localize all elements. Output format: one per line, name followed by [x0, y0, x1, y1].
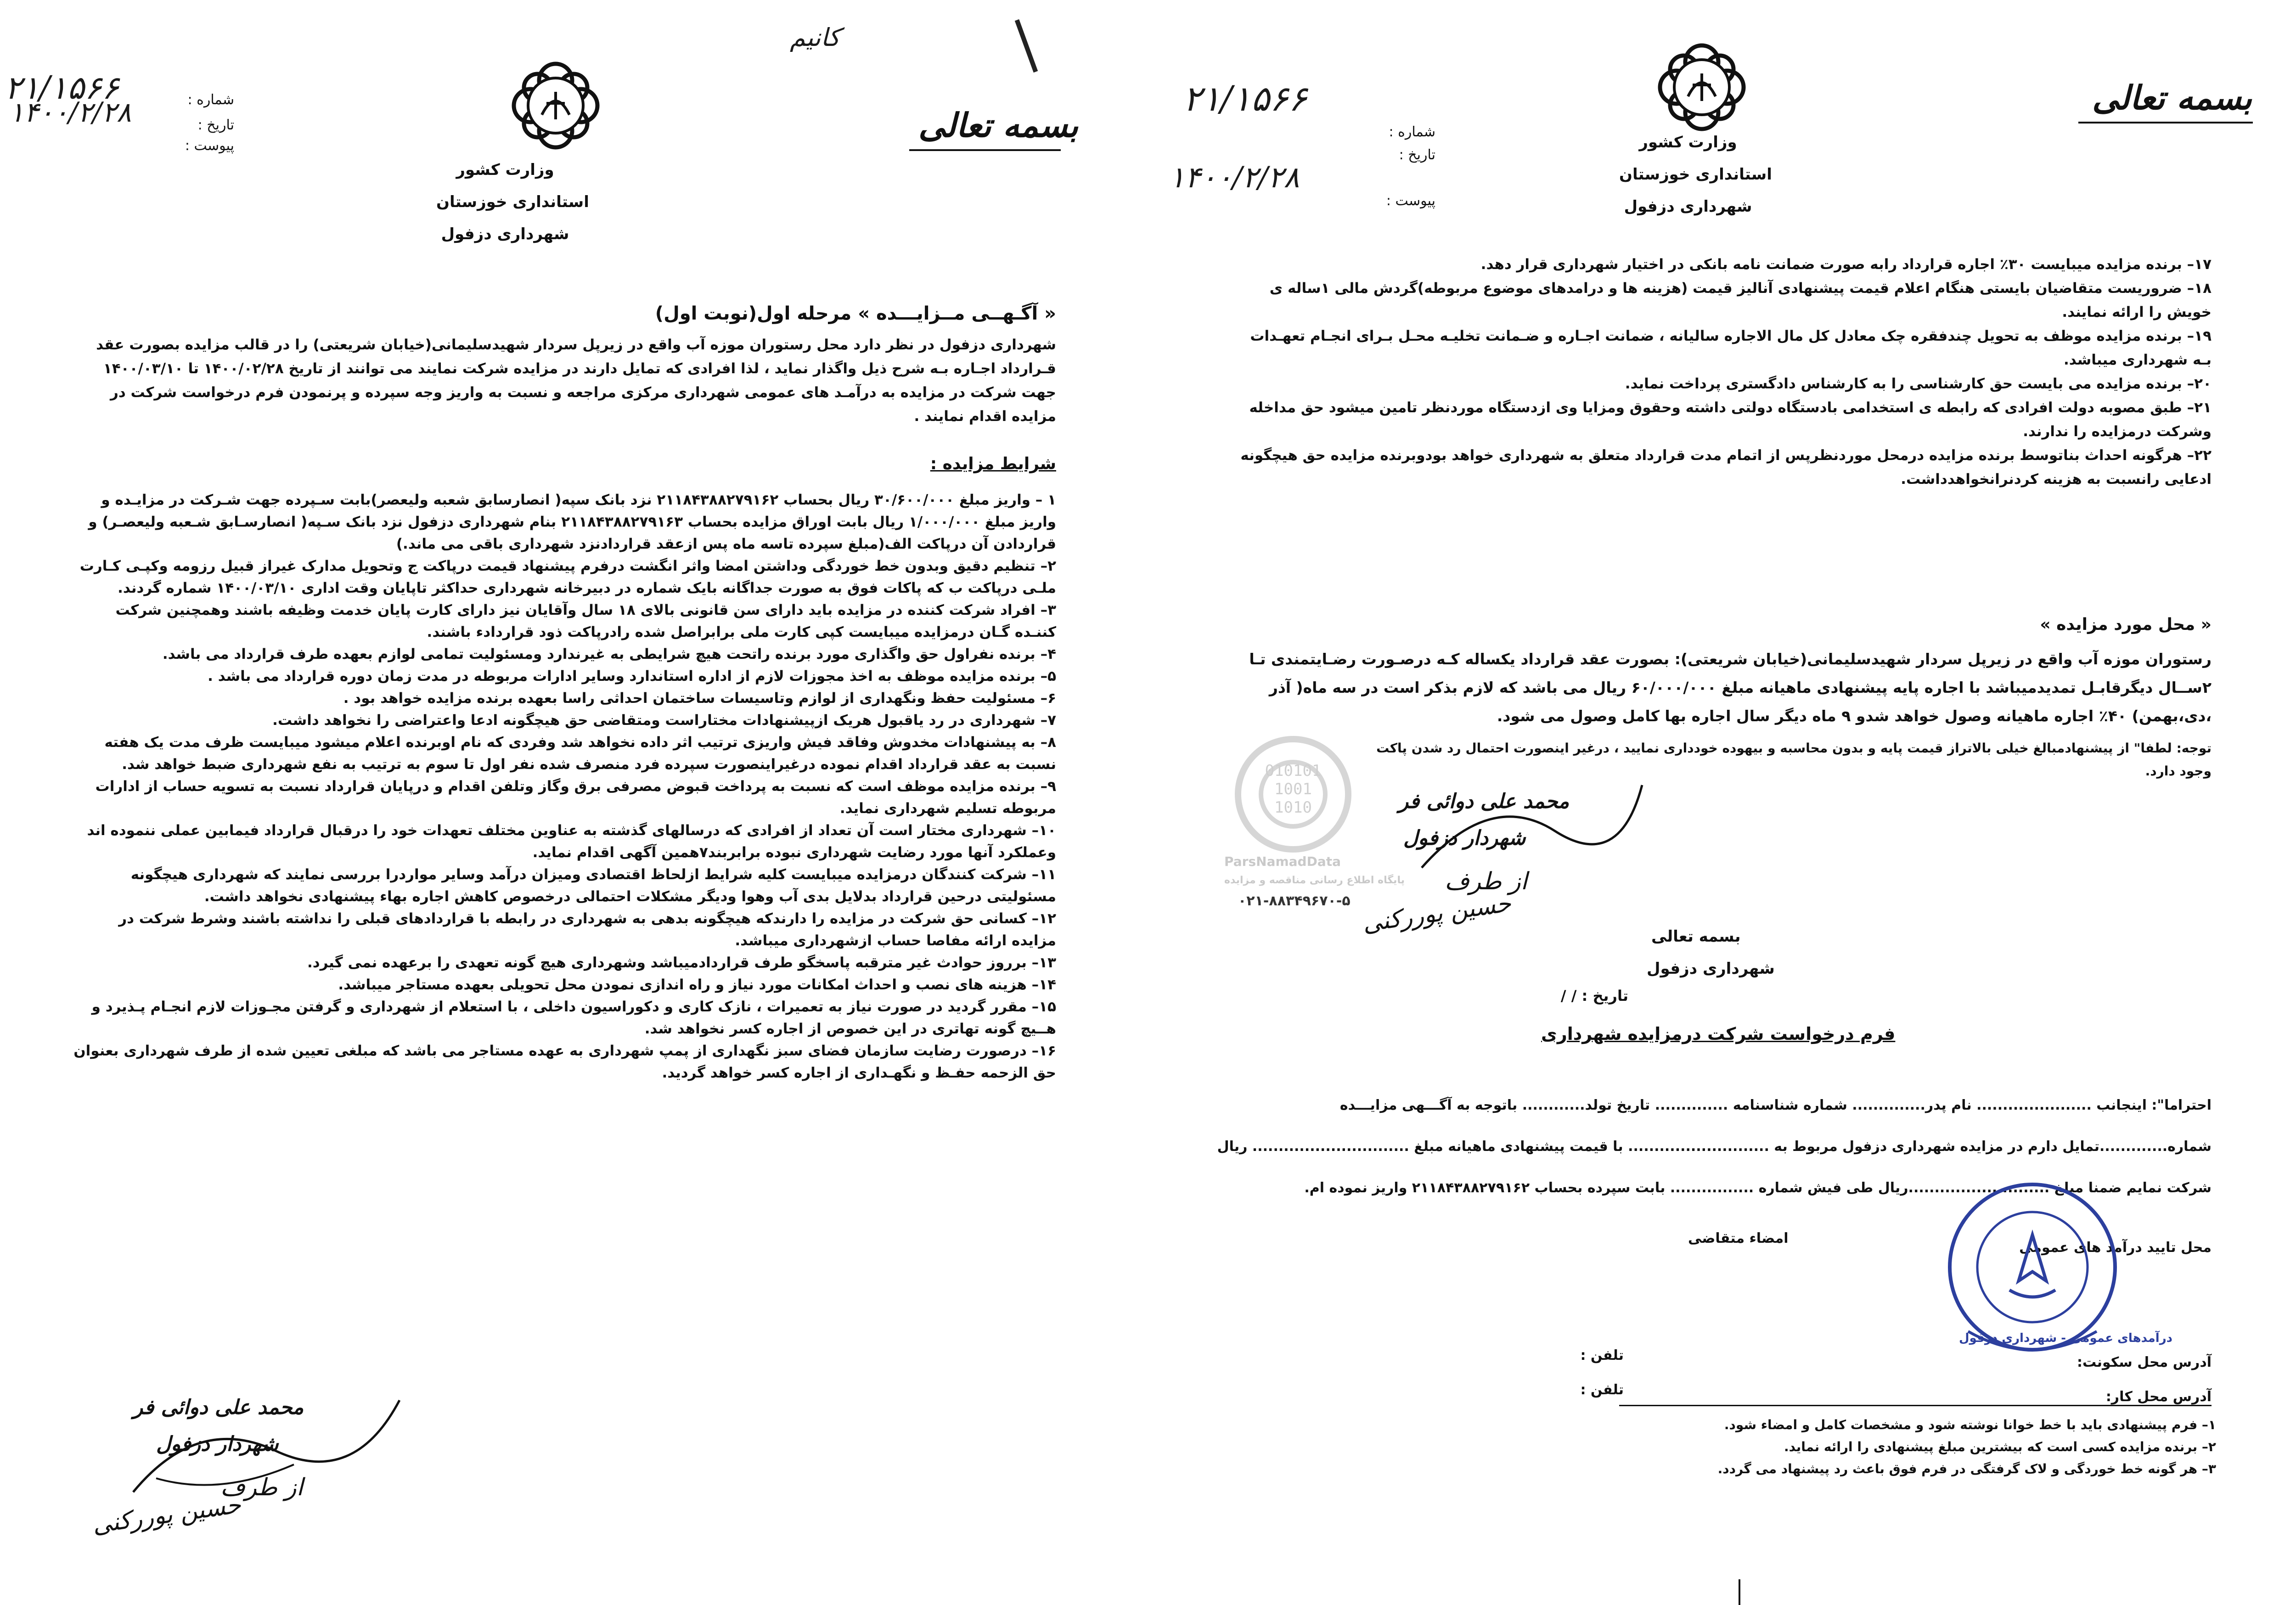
form-bid-line[interactable]: شماره.............تمایل دارم در مزایده شهرداری دزفول مربوط به ........................... با قیمت پیشنهادی ماهیانه مبلغ .............................. ریال: [1217, 1139, 2212, 1155]
condition-item: ۵– برنده مزایده موظف به اخذ مجوزات لازم از اداره استاندارد وسایر ادارات مربوطه در مدت زمان دوره قرارداد می باشد .: [208, 668, 1056, 685]
notice-title: « آگـهــی مــزایـــده » مرحله اول(نوبت اول): [655, 303, 1056, 324]
condition-item: ۲۰– برنده مزایده می بایست حق کارشناسی را به کارشناس دادگستری پرداخت نماید.: [1625, 376, 2212, 392]
date-label: تاریخ :: [1399, 147, 1435, 163]
condition-item: ۸– به پیشنهادات مخدوش وفاقد فیش واریزی ترتیب اثر داده نخواهد شد وفردی که نام اوبرنده اعلام میشود میبایست ظرف مدت یک هفته نسبت به عقد قرارداد اقدام نموده درغیراینصورت سپرده فرد منصرف شده نفر اول تا سوم به ترتیب به نفع شهرداری ضبط خواهد شد.: [104, 734, 1056, 773]
header-municipality: شهرداری دزفول: [441, 225, 569, 243]
handwritten-stroke: [1015, 19, 1038, 73]
watermark-brand: ParsNamadData: [1224, 854, 1341, 869]
condition-item: ۱۶– درصورت رضایت سازمان فضای سبز نگهداری از پمپ شهرداری به عهده مستاجر می باشد که مبلغی تعیین شده از طرف شهرداری بعنوان حق الزحمه حفـظ و نگهـداری از اجاره کسر خواهد گردید.: [73, 1043, 1056, 1081]
location-title: « محل مورد مزایده »: [2040, 615, 2212, 634]
condition-item: ۱۲– کسانی حق شرکت در مزایده را دارندکه هیچگونه بدهی به شهرداری در رابطه با قراردادهای قبلی را نداشته باشند وشرط شرکت در مزایده ارائه مفاصا حساب ازشهرداری میباشد.: [118, 910, 1056, 949]
form-title: فرم درخواست شرکت درمزایده شهرداری: [1541, 1024, 1896, 1044]
form-applicant-line[interactable]: احتراما": اینجانب ...................... نام پدر.............. شماره شناسنامه .............. تاریخ تولد............ باتوجه به آگـــهی مزایـــده: [1339, 1097, 2212, 1113]
signature-title: شهردار دزفول: [1403, 826, 1526, 850]
svg-text:1001: 1001: [1274, 780, 1312, 798]
form-deposit-line[interactable]: شرکت نمایم ضمنا مبلغ ...........................ریال طی فیش شماره ................ بابت سپرده بحساب ۲۱۱۸۴۳۸۸۲۷۹۱۶۲ واریز نموده ام.: [1304, 1180, 2212, 1196]
condition-item: ۲– تنظیم دقیق وبدون خط خوردگی وداشتن امضا واثر انگشت درفرم پیشنهاد قیمت درپاکت ج وتحویل مدارک غیراز قبیل رزومه وکپـی کـارت ملـی درپاکت ب که پاکات فوق به صورت جداگانه بایک شماره در دبیرخانه شهرداری حداکثر تاپایان وقت اداری ۱۴۰۰/۰۳/۱۰ شماره گردند.: [79, 558, 1056, 596]
municipality-logo-icon: [510, 60, 602, 152]
signature-scribble-name: حسین پوررکنی: [1361, 889, 1513, 938]
condition-item: ۶– مسئولیت حفظ ونگهداری از لوازم وتاسیسات ساختمان احداثی راسا بعهده برنده مزایده خواهد بود .: [343, 690, 1056, 707]
notice-intro: شهرداری دزفول در نظر دارد محل رستوران موزه آب واقع در زیرپل سردار شهیدسلیمانی(خیابان شریعتی) را در قالب مزایده بصورت عقد قـرارداد اجـاره بـه شرح ذیل واگذار نماید ، لذا افرادی که تمایل دارند در مزایده شرکت نمایند می توانند از تاریخ ۱۴۰۰/۰۲/۲۸ تا ۱۴۰۰/۰۳/۱۰ جهت شرکت در مزایده به درآمـد های عمومی شهرداری مرکزی مراجعه و نسبت به واریز وجه سپرده و پرنمودن فرم درخواست شرکت در مزایده اقدام نمایند .: [96, 337, 1056, 425]
watermark-phone: ۰۲۱-۸۸۳۴۹۶۷۰-۵: [1238, 893, 1351, 909]
location-description: رستوران موزه آب واقع در زیرپل سردار شهیدسلیمانی(خیابان شریعتی): بصورت عقد قرارداد یکساله کـه درصـورت رضـایتمندی تـا ۲ســال دیگرقابـل تمدیدمیباشد با اجاره پایه پیشنهادی ماهیانه مبلغ ۶۰/۰۰۰/۰۰۰ ریال می باشد که لازم بذکر است در سه ماه( آذر ،دی،بهمن) ۴۰٪ اجاره ماهیانه وصول خواهد شدو ۹ ماه دیگر سال اجاره بها کامل وصول می شود.: [1249, 650, 2212, 725]
form-note-item: ۲– برنده مزایده کسی است که بیشترین مبلغ پیشنهادی را ارائه نماید.: [1784, 1439, 2216, 1454]
right-page: [1160, 0, 2296, 1605]
signature-scribble-on-behalf: از طرف: [1445, 868, 1528, 895]
conditions-title: شرایط مزایده :: [930, 455, 1056, 473]
phone-work-label[interactable]: تلفن :: [1580, 1382, 1624, 1398]
condition-item: ۱۴– هزینه های نصب و احداث امکانات مورد نیاز و راه اندازی نمودن محل تحویلی بعهده مستاجر میباشد.: [338, 976, 1056, 993]
address-divider: [1619, 1405, 2212, 1406]
form-organization: شهرداری دزفول: [1647, 960, 1775, 978]
form-note-item: ۱– فرم پیشنهادی باید با خط خوانا نوشته شود و مشخصات کامل و امضاء شود.: [1724, 1417, 2216, 1432]
form-note-item: ۳– هر گونه خط خوردگی و لاک گرفتگی در فرم فوق باعث رد پیشنهاد می گردد.: [1717, 1461, 2216, 1476]
date-value: ۱۴۰۰/۲/۲۸: [9, 96, 132, 129]
besm-underline: [909, 149, 1061, 151]
condition-item: ۱۵– مقرر گردید در صورت نیاز به تعمیرات ، نازک کاری و دکوراسیون داخلی ، با استعلام از شهرداری و گرفتن مجـوزات لازم انجـام پـذیرد و هــیچ گونه تهاتری در این خصوص از اجاره کسر نخواهد شد.: [91, 999, 1056, 1037]
form-office-confirmation: محل تایید درآمد های عمومی: [2019, 1240, 2212, 1256]
signature-flourish-icon: [129, 1386, 404, 1506]
condition-item: ۳– افراد شرکت کننده در مزایده باید دارای سن قانونی بالای ۱۸ سال وآقایان نیز دارای کارت پایان خدمت وظیفه باشند وهمچنین شرکت کننـده گـان درمزایده میبایست کپی کارت ملی برابراصل شده رادرپاکت ذود قراردادء باشند.: [115, 602, 1056, 640]
letter-number-value: ۲۱/۱۵۶۶: [5, 69, 119, 107]
form-besm: بسمه تعالی: [1651, 927, 1741, 946]
attachment-label: پیوست :: [185, 138, 234, 154]
condition-item: ۱۱– شرکت کنندگان درمزایده میبایست کلیه شرایط ازلحاظ اقتصادی ومیزان درآمد وسایر مواردرا بررسی نمایند که شهرداری هیچگونه مسئولیتی درحین قرارداد بدلایل بدی آب وهوا ودیگر مشکلات احتمالی درخصوص کاهش اجاره بهاء پیشنهادی نخواهد داشت.: [130, 866, 1056, 905]
form-notes: [1481, 1414, 2216, 1480]
phone-home-label[interactable]: تلفن :: [1580, 1347, 1624, 1364]
scan-edge-mark: [1739, 1579, 1740, 1605]
signature-name: محمد علی دوائی فر: [1399, 790, 1570, 813]
condition-item: ۷– شهرداری در رد یاقبول هریک ازپیشنهادات مختاراست ومتقاضی حق هیچگونه ادعا واعتراضی را نخواهد داشت.: [272, 712, 1056, 729]
continued-conditions: [1238, 253, 2212, 491]
signature-scribble-name: حسین پوررکنی: [90, 1491, 243, 1539]
svg-text:1010: 1010: [1274, 798, 1312, 817]
condition-item: ۱۸– ضروریست متقاضیان بایستی هنگام اعلام قیمت پیشنهادی آنالیز قیمت (هزینه ها و درامدهای موضوع مربوطه)گردش مالی ۱ساله ی خویش را ارائه نمایند.: [1269, 280, 2212, 320]
conditions-list: [73, 489, 1056, 1084]
stamp-text: درآمدهای عمومی - شهرداری دزفول: [1959, 1331, 2173, 1345]
letter-number-label: شماره :: [187, 92, 234, 108]
form-applicant-signature[interactable]: امضاء متقاضی: [1688, 1230, 1789, 1246]
header-governorate: استانداری خوزستان: [436, 193, 589, 211]
corner-handwritten-mark: کانیم: [790, 23, 840, 52]
municipality-logo-icon: [1656, 41, 1748, 133]
besm-underline: [2078, 122, 2253, 123]
date-label: تاریخ :: [197, 117, 234, 133]
watermark-logo-icon: [1224, 725, 1362, 863]
header-governorate: استانداری خوزستان: [1619, 165, 1772, 184]
svg-text:010101: 010101: [1265, 762, 1322, 780]
condition-item: ۲۲– هرگونه احداث بناتوسط برنده مزایده درمحل موردنظرپس از اتمام مدت قرارداد متعلق به شهرداری خواهد بودوبرنده مزایده حق هیچگونه ادعایی رانسبت به هزینه کردنرانخواهدداشت.: [1240, 447, 2212, 488]
condition-item: ۴– برنده نفراول حق واگذاری مورد برنده راتحت هیچ شرایطی به غیرندارد ومسئولیت تمامی لوازم بعهده طرف قرارداد می باشد.: [162, 646, 1056, 662]
signature-title: شهردار دزفول: [156, 1432, 279, 1456]
condition-item: ۹– برنده مزایده موظف است که نسبت به پرداخت قبوض مصرفی برق وگاز وتلفن اقدام و درپایان قرارداد نسبت به تسویه حساب از ادارات مربوطه تسلیم شهرداری نماید.: [95, 778, 1056, 817]
letter-number-value: ۲۱/۱۵۶۶: [1183, 78, 1307, 119]
condition-item: ۱۹– برنده مزایده موظف به تحویل چندفقره چک معادل کل مال الاجاره سالیانه ، ضمانت اجـاره و ضـمانت تخلیـه محـل بـرای انجـام تعهـدات بـه شهرداری میباشد.: [1250, 328, 2212, 368]
signature-scribble-on-behalf: از طرف: [220, 1474, 304, 1501]
condition-item: ۱ – واریز مبلغ ۳۰/۶۰۰/۰۰۰ ریال بحساب ۲۱۱۸۴۳۸۸۲۷۹۱۶۲ نزد بانک سپه( انصارسابق شعبه ولیعصر)بابت سـپرده جهت شـرکت در مزایـده و واریز مبلغ ۱/۰۰۰/۰۰۰ ریال بابت اوراق مزایده بحساب ۲۱۱۸۴۳۸۸۲۷۹۱۶۳ بنام شهرداری دزفول نزد بانک سـپه( انصارسـابق شـعبه ولیعصـر) و قراردادن آن درپاکت الف(مبلغ سپرده تاسه ماه پس ازعقد قراردادنزد شهرداری باقی می ماند.): [88, 492, 1056, 552]
signature-name: محمد علی دوائی فر: [133, 1396, 304, 1419]
pricing-note: توجه: لطفا" از پیشنهادمبالغ خیلی بالاتراز قیمت پایه و بدون محاسبه و بیهوده خودداری نمایید ، درغیر اینصورت احتمال رد شدن پاکت وجود دارد.: [1376, 741, 2212, 779]
condition-item: ۱۰– شهرداری مختار است آن تعداد از افرادی که درسالهای گذشته به عناوین مختلف تعهدات خود را درقبال قرارداد فیمابین عملی ننموده اند وعملکرد آنها مورد رضایت شهرداری نبوده برابربند۷همین آگهی اقدام نماید.: [87, 822, 1056, 861]
attachment-label: پیوست :: [1386, 193, 1435, 209]
signature-flourish-icon: [1417, 776, 1647, 881]
form-date: تاریخ : / /: [1560, 987, 1628, 1005]
header-ministry: وزارت کشور: [456, 161, 554, 179]
besm-heading: بسمه تعالی: [2092, 78, 2252, 117]
watermark-caption: پایگاه اطلاع رسانی مناقصه و مزایده: [1224, 875, 1405, 886]
header-municipality: شهرداری دزفول: [1624, 197, 1752, 216]
date-value: ۱۴۰۰/۲/۲۸: [1169, 161, 1300, 195]
condition-item: ۱۳– برروز حوادث غیر مترقبه پاسخگو طرف قراردادمیباشد وشهرداری هیچ گونه تعهدی را برعهده نمی گیرد.: [307, 954, 1056, 971]
header-ministry: وزارت کشور: [1639, 133, 1737, 152]
address-work-label[interactable]: آدرس محل کار:: [2105, 1389, 2212, 1405]
condition-item: ۱۷– برنده مزایده میبایست ۳۰٪ اجاره قرارداد رابه صورت ضمانت نامه بانکی در اختیار شهرداری قرار دهد.: [1480, 256, 2212, 273]
besm-heading: بسمه تعالی: [918, 106, 1079, 145]
condition-item: ۲۱– طبق مصوبه دولت افرادی که رابطه ی استخدامی بادستگاه دولتی داشته وحقوق ومزایا وی ازدستگاه موردنظر تامین میشود حق مداخله وشرکت درمزایده را ندارند.: [1249, 399, 2212, 440]
address-home-label[interactable]: آدرس محل سکونت:: [2077, 1354, 2212, 1370]
letter-number-label: شماره :: [1389, 124, 1435, 140]
